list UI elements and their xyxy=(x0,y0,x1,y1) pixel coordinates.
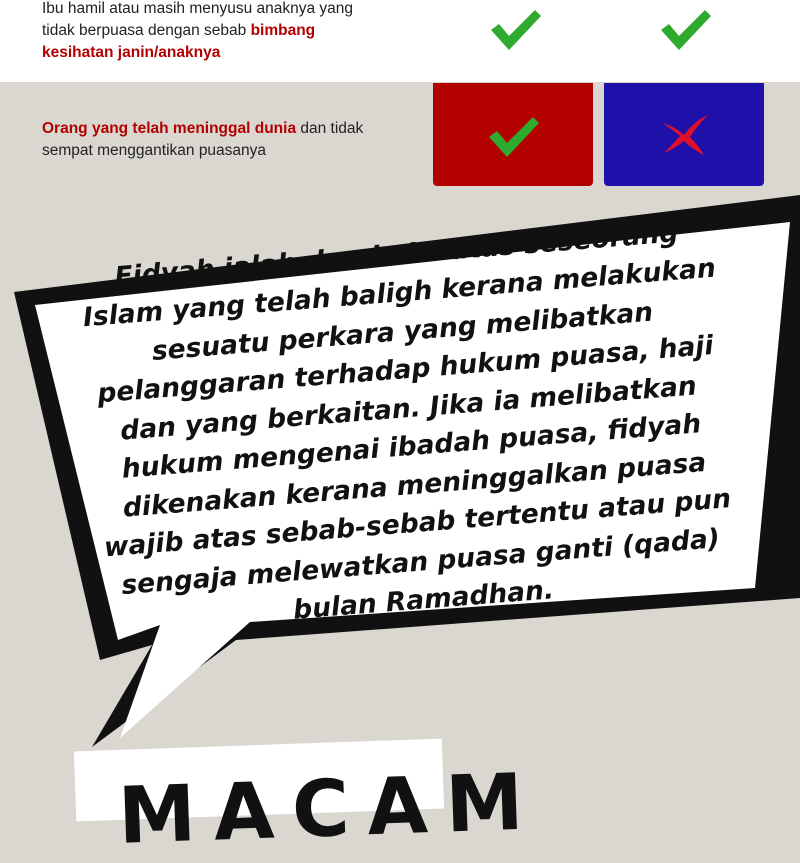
heading-macam: MACAM xyxy=(116,757,543,862)
fidyah-definition xyxy=(48,216,773,626)
row-text-highlight: bimbang kesihatan janin/anaknya xyxy=(42,22,316,61)
fidyah-definition-text: Fidyah ialah denda ke atas seseorang Islam yang telah baligh kerana melakukan sesuatu perkara yang melibatkan pelanggaran terhadap hukum puasa, haji dan yang berkaitan. Jika ia melibatkan hukum mengenai ibadah puasa, fidyah dikenakan kerana meninggalkan puasa wajib atas sebab-sebab tertentu atau pun sengaja melewatkan puasa ganti (qada) bulan Ramadhan. xyxy=(81,216,733,626)
row-text-highlight: Orang yang telah meninggal dunia xyxy=(42,120,297,137)
row-text: Ibu hamil atau masih menyusu anaknya yang tidak berpuasa dengan sebab xyxy=(42,0,354,39)
heading-box xyxy=(74,739,543,862)
row-text: dan tidak sempat menggantikan puasanya xyxy=(42,120,364,159)
